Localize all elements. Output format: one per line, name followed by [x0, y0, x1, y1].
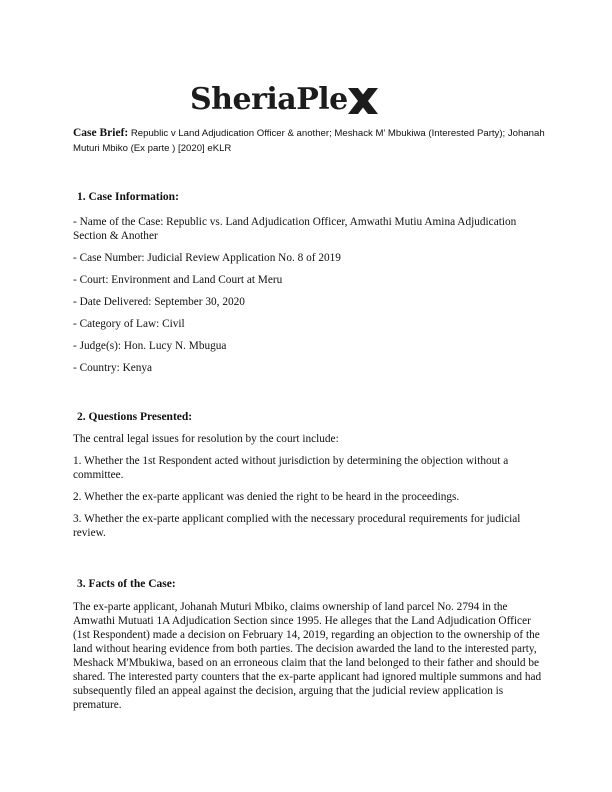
section-heading: 3. Facts of the Case:: [77, 578, 176, 590]
court-item: - Court: Environment and Land Court at Meru: [73, 274, 283, 286]
facts-section: [73, 577, 543, 712]
questions-intro: The central legal issues for resolution by the court include:: [73, 433, 339, 445]
case-brief-label: Case Brief:: [73, 127, 129, 139]
date-delivered-item: - Date Delivered: September 30, 2020: [73, 296, 245, 308]
question-item: 2. Whether the ex-parte applicant was denied the right to be heard in the proceedings.: [73, 491, 460, 503]
questions-presented-section: [73, 410, 543, 540]
case-name-item: - Name of the Case: Republic vs. Land Adjudication Officer, Amwathi Mutiu Amina Adjudication Section & Another: [73, 216, 517, 242]
section-heading: 1. Case Information:: [77, 191, 179, 203]
x-mark-icon: [346, 86, 380, 116]
case-number-item: - Case Number: Judicial Review Application No. 8 of 2019: [73, 252, 341, 264]
category-item: - Category of Law: Civil: [73, 318, 185, 330]
judge-item: - Judge(s): Hon. Lucy N. Mbugua: [73, 340, 227, 352]
section-heading: 2. Questions Presented:: [77, 411, 193, 423]
case-brief-text: Republic v Land Adjudication Officer & another; Meshack M’ Mbukiwa (Interested Party); Johanah Muturi Mbiko (Ex parte ) [2020] eKLR: [73, 128, 545, 154]
sheriaplex-logo: [190, 80, 430, 120]
country-item: - Country: Kenya: [73, 362, 153, 374]
facts-body: The ex-parte applicant, Johanah Muturi Mbiko, claims ownership of land parcel No. 2794 in the Amwathi Mutuati 1A Adjudication Section since 1995. He alleges that the Land Adjudication Officer (1st Respondent) made a decision on February 14, 2019, regarding an objection to the ownership of the land without hearing evidence from both parties. The decision awarded the land to the interested party, Meshack M'Mbukiwa, based on an erroneous claim that the land belonged to their father and should be shared. The interested party counters that the ex-parte applicant had ignored multiple summons and had subsequently filed an appeal against the decision, arguing that the judicial review application is premature.: [73, 601, 542, 711]
question-item: 3. Whether the ex-parte applicant complied with the necessary procedural requirements for judicial review.: [73, 513, 521, 539]
logo-text: SheriaPle: [190, 82, 348, 117]
case-information-section: [73, 190, 543, 375]
question-item: 1. Whether the 1st Respondent acted without jurisdiction by determining the objection without a committee.: [73, 455, 509, 481]
case-brief: [73, 126, 553, 156]
